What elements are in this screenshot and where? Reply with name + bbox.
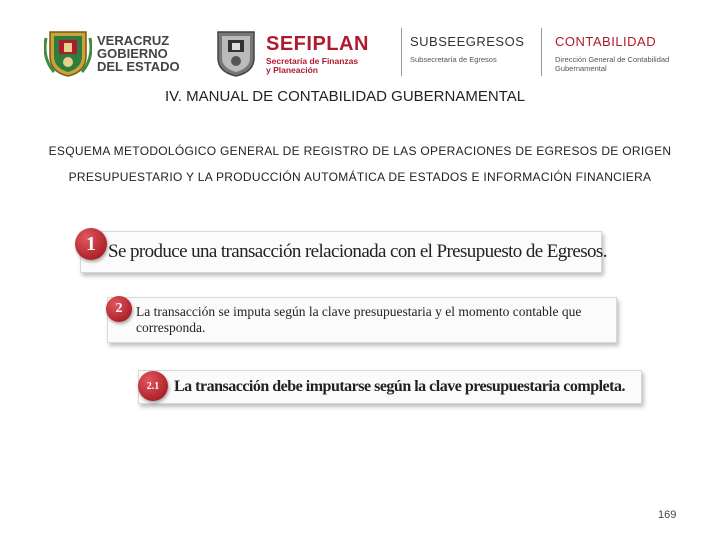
step-1-badge: 1: [75, 228, 107, 260]
veracruz-coat-of-arms-icon: [44, 28, 92, 78]
scheme-title: ESQUEMA METODOLÓGICO GENERAL DE REGISTRO DE LAS OPERACIONES DE EGRESOS DE ORIGEN PRESUPUESTARIO Y LA PRODUCCIÓN AUTOMÁTICA DE ESTADOS E INFORMACIÓN FINANCIERA: [48, 144, 672, 184]
sefiplan-sub1: Secretaría de Finanzas: [266, 56, 359, 66]
subegresos-title: SUBSEEGRESOS: [410, 34, 525, 49]
veracruz-line2: GOBIERNO: [97, 46, 168, 61]
step-1-text: Se produce una transacción relacionada con el Presupuesto de Egresos.: [108, 241, 607, 262]
step-2-text: La transacción se imputa según la clave presupuestaria y el momento contable que corresponda.: [136, 304, 582, 335]
subegresos-subtitle: Subsecretaría de Egresos: [410, 55, 497, 64]
contabilidad-subtitle: Dirección General de Contabilidad Gubernamental: [555, 55, 670, 73]
veracruz-line3: DEL ESTADO: [97, 59, 180, 74]
contabilidad-title: CONTABILIDAD: [555, 34, 657, 49]
section-title: IV. MANUAL DE CONTABILIDAD GUBERNAMENTAL: [165, 88, 526, 105]
step-box-2: [107, 297, 617, 343]
header-divider: [401, 28, 402, 76]
sefiplan-sub2: y Planeación: [266, 65, 318, 75]
veracruz-line1: VERACRUZ: [97, 33, 170, 48]
sefiplan-subtitle: [266, 57, 358, 75]
header-divider: [541, 28, 542, 76]
step-box-1: [80, 231, 607, 273]
step-2-badge: 2: [106, 296, 132, 322]
step-2-1-text: La transacción debe imputarse según la clave presupuestaria completa.: [174, 378, 625, 395]
sefiplan-emblem-icon: [214, 28, 258, 78]
veracruz-wordmark: [97, 34, 180, 73]
sefiplan-name: SEFIPLAN: [266, 33, 369, 55]
page-number: 169: [658, 509, 677, 521]
step-2-1-badge: 2.1: [138, 371, 168, 401]
step-box-2-1: [138, 370, 642, 404]
